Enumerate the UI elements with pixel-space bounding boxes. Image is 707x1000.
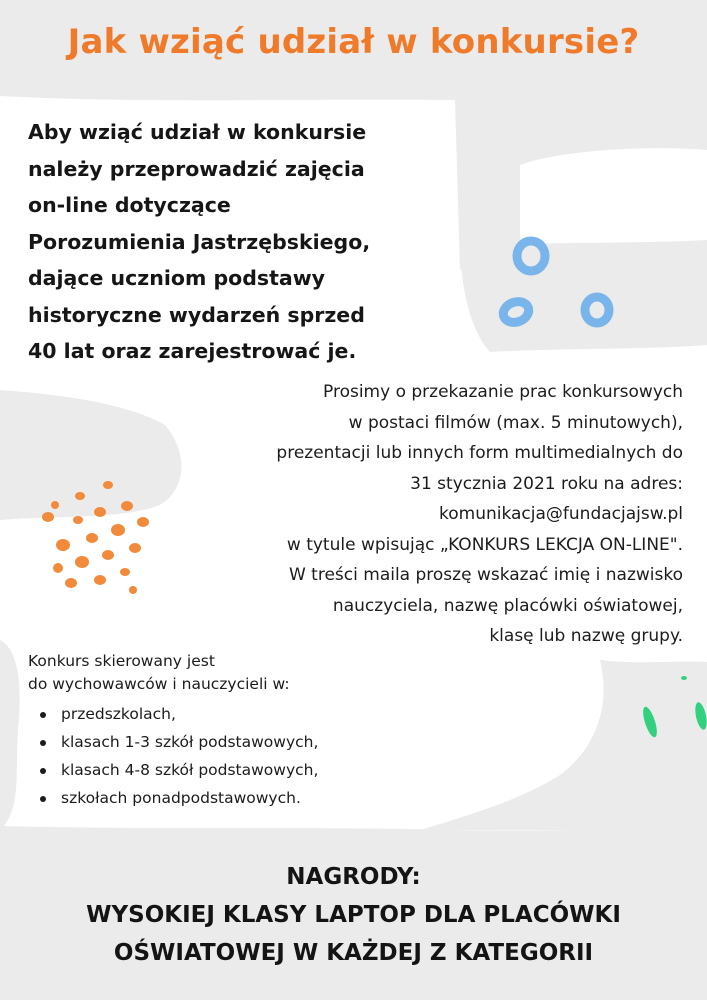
prizes-heading: NAGRODY: [286,864,421,890]
gray-brush-right [460,240,707,352]
gray-brush-lower-right [420,660,707,830]
submission-line: 31 stycznia 2021 roku na adres: [410,473,683,494]
orange-dot [42,512,54,522]
list-item: klasach 1-3 szkół podstawowych, [40,728,448,756]
orange-dot [94,507,106,517]
intro-line: historyczne wydarzeń sprzed [28,302,365,327]
list-item: przedszkolach, [40,700,448,728]
submission-line: prezentacji lub innych form multimedialnych do [276,443,683,463]
orange-dot [94,575,106,585]
intro-line: on-line dotyczące [28,193,231,217]
orange-dot [103,481,113,489]
intro-line: 40 lat oraz zarejestrować je. [28,339,357,363]
submission-line: Prosimy o przekazanie prac konkursowych [323,382,683,402]
orange-dot [65,578,77,588]
school-levels-list [28,700,448,812]
target-intro [28,650,448,696]
intro-line: Porozumienia Jastrzębskiego, [28,229,371,254]
email-address: komunikacja@fundacjajsw.pl [439,504,683,524]
orange-dot [53,563,63,573]
intro-line: należy przeprowadzić zajęcia [28,156,365,181]
prizes-line: WYSOKIEJ KLASY LAPTOP DLA PLACÓWKI [86,902,621,928]
target-intro-line: do wychowawców i nauczycieli w: [28,675,290,693]
submission-line: w postaci filmów (max. 5 minutowych), [348,412,683,433]
intro-paragraph [28,114,448,370]
prizes-line: OŚWIATOWEJ W KAŻDEJ Z KATEGORII [113,940,594,966]
intro-line: Aby wziąć udział w konkursie [28,120,367,144]
gray-brush-lower-left [0,640,20,830]
prizes-section [0,858,707,972]
target-intro-line: Konkurs skierowany jest [28,652,215,670]
submission-line: nauczyciela, nazwę placówki oświatowej, [332,595,683,616]
orange-dot [75,492,85,500]
list-item: klasach 4-8 szkół podstawowych, [40,756,448,784]
submission-line: W treści maila proszę wskazać imię i nazwisko [288,565,683,585]
submission-line: klasę lub nazwę grupy. [489,626,683,646]
orange-dot [73,516,83,524]
orange-dot [56,539,70,551]
submission-line: w tytule wpisując „KONKURS LEKCJA ON-LINE". [286,534,683,555]
orange-dot [102,550,114,560]
list-item: szkołach ponadpodstawowych. [40,784,448,812]
target-section [28,650,448,812]
submission-paragraph [123,377,683,652]
orange-dot [51,501,59,509]
page-title: Jak wziąć udział w konkursie? [67,22,640,62]
orange-dot [86,533,98,543]
orange-dot [75,556,89,568]
intro-line: dające uczniom podstawy [28,266,326,290]
green-mark [681,676,687,680]
